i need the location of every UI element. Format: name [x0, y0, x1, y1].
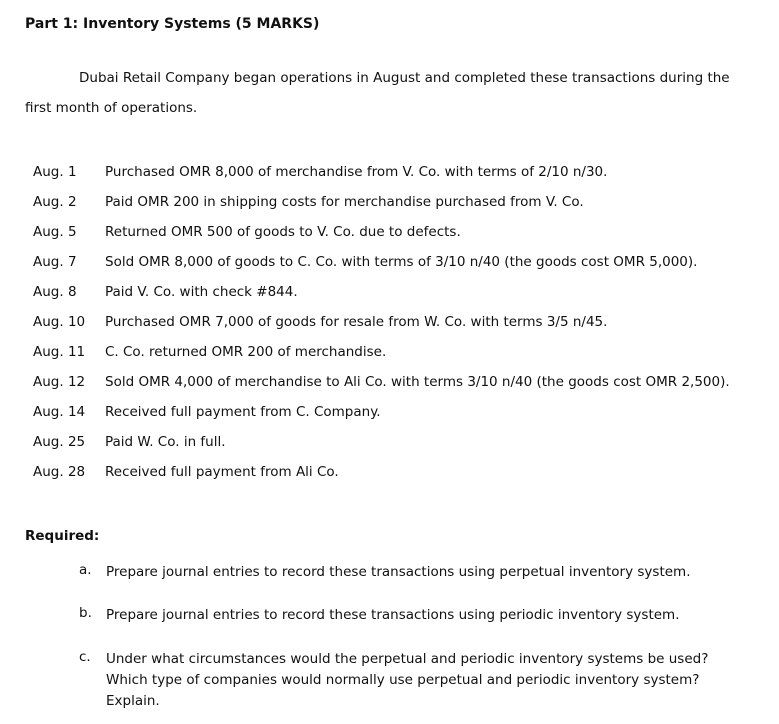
requirement-text [106, 562, 756, 583]
required-heading: Required: [25, 528, 100, 544]
requirement-text [106, 649, 756, 712]
transaction-date: Aug. 12 [33, 374, 86, 390]
transaction-date: Aug. 25 [33, 434, 86, 450]
transaction-date: Aug. 5 [33, 224, 77, 240]
intro-line-1: Dubai Retail Company began operations in August and completed these transactions during the [79, 70, 730, 86]
transaction-description: Received full payment from C. Company. [105, 404, 381, 420]
transaction-description: Purchased OMR 8,000 of merchandise from V. Co. with terms of 2/10 n/30. [105, 164, 608, 180]
transaction-row [33, 434, 763, 464]
requirement-letter: c. [79, 649, 91, 665]
transaction-description: Paid OMR 200 in shipping costs for merchandise purchased from V. Co. [105, 194, 584, 210]
transaction-description: Purchased OMR 7,000 of goods for resale from W. Co. with terms 3/5 n/45. [105, 314, 608, 330]
requirement-text [106, 605, 756, 626]
transaction-date: Aug. 28 [33, 464, 86, 480]
transaction-list [33, 164, 763, 494]
requirement-line: Prepare journal entries to record these transactions using periodic inventory system. [106, 607, 680, 623]
transaction-row [33, 284, 763, 314]
transaction-description: Sold OMR 8,000 of goods to C. Co. with terms of 3/10 n/40 (the goods cost OMR 5,000). [105, 254, 698, 270]
requirement-letter: b. [79, 605, 92, 621]
transaction-description: Paid W. Co. in full. [105, 434, 226, 450]
requirement-letter: a. [79, 562, 92, 578]
transaction-row [33, 404, 763, 434]
transaction-description: Received full payment from Ali Co. [105, 464, 339, 480]
transaction-row [33, 344, 763, 374]
transaction-date: Aug. 7 [33, 254, 77, 270]
transaction-row [33, 314, 763, 344]
transaction-row [33, 224, 763, 254]
transaction-date: Aug. 10 [33, 314, 86, 330]
intro-line-2: first month of operations. [25, 100, 198, 116]
requirement-line: Explain. [106, 693, 160, 709]
transaction-date: Aug. 1 [33, 164, 77, 180]
requirement-line: Under what circumstances would the perpetual and periodic inventory systems be used? [106, 651, 709, 667]
transaction-date: Aug. 8 [33, 284, 77, 300]
transaction-row [33, 254, 763, 284]
requirement-line: Prepare journal entries to record these transactions using perpetual inventory system. [106, 564, 691, 580]
section-title: Part 1: Inventory Systems (5 MARKS) [25, 16, 320, 32]
transaction-row [33, 194, 763, 224]
transaction-row [33, 464, 763, 494]
requirement-line: Which type of companies would normally use perpetual and periodic inventory system? [106, 672, 700, 688]
transaction-row [33, 374, 763, 404]
transaction-date: Aug. 11 [33, 344, 86, 360]
transaction-description: C. Co. returned OMR 200 of merchandise. [105, 344, 387, 360]
transaction-date: Aug. 14 [33, 404, 86, 420]
transaction-date: Aug. 2 [33, 194, 77, 210]
transaction-description: Returned OMR 500 of goods to V. Co. due to defects. [105, 224, 461, 240]
transaction-description: Paid V. Co. with check #844. [105, 284, 298, 300]
transaction-row [33, 164, 763, 194]
transaction-description: Sold OMR 4,000 of merchandise to Ali Co. with terms 3/10 n/40 (the goods cost OMR 2,500). [105, 374, 730, 390]
